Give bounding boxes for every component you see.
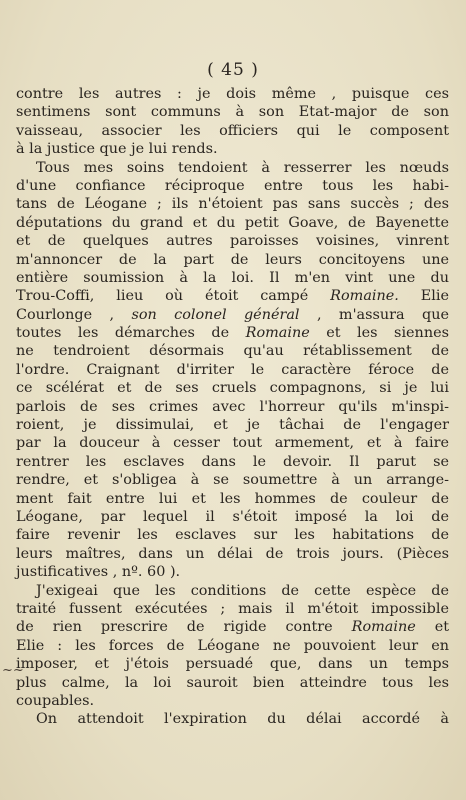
text-segment: sentimens sont communs à son Etat-major de son [16,104,449,121]
text-line [16,361,449,379]
text-segment: faire revenir les esclaves sur les habitations de [16,527,449,544]
text-line [16,526,449,544]
text-line [16,545,449,563]
text-segment: et de quelques autres paroisses voisines, vinrent [16,233,449,250]
text-line [16,453,449,471]
text-segment: tans de Léogane ; ils n'étoient pas sans succès ; des [16,196,449,213]
page-number: ( 45 ) [207,60,259,80]
text-line [16,159,449,177]
text-line [16,177,449,195]
text-segment: à la justice que je lui rends. [16,141,218,158]
text-segment: toutes les démarches de [16,325,246,342]
text-line [16,490,449,508]
text-line [16,232,449,250]
text-segment: entière soumission à la loi. Il m'en vint une du [16,269,449,286]
text-line [16,103,449,121]
text-line [16,379,449,397]
text-segment: l'ordre. Craignant d'irriter le caractère féroce de [16,361,449,378]
text-line [16,600,449,618]
italic-text: Romaine [245,325,310,342]
text-segment: par la douceur à cesser tout armement, et à faire [16,435,449,452]
text-line [16,342,449,360]
text-segment: m'annoncer de la part de leurs concitoyens une [16,251,449,268]
text-line [16,122,449,140]
text-segment: vaisseau, associer les officiers qui le composent [16,122,449,139]
text-line [16,674,449,692]
text-segment: et [415,619,450,636]
text-segment: Trou-Coffi, lieu où étoit campé [16,288,331,305]
text-segment: , m'assura que [299,306,449,323]
text-segment: rentrer les esclaves dans le devoir. Il parut se [16,453,449,470]
text-segment: Courlonge , [16,306,132,323]
text-line [16,416,449,434]
body-text [16,85,449,729]
text-line [16,582,449,600]
text-line [16,563,449,581]
italic-text: Romaine. [330,288,399,305]
pencil-mark: ~~ [2,663,24,678]
text-segment: Elie : les forces de Léogane ne pouvoient leur en [16,637,449,654]
text-segment: J'exigeai que les conditions de cette espèce de [36,582,449,599]
text-line [16,287,449,305]
text-segment: et les siennes [309,325,449,342]
text-segment: d'une confiance réciproque entre tous les habi- [16,177,449,194]
text-line [16,140,449,158]
text-segment: plus calme, la loi sauroit bien atteindre tous les [16,674,449,691]
text-line [16,214,449,232]
text-line [16,618,449,636]
text-line [16,85,449,103]
text-line [16,324,449,342]
text-line [16,471,449,489]
text-segment: On attendoit l'expiration du délai accordé à [36,711,449,728]
text-line [16,195,449,213]
text-segment: Elie [398,288,449,305]
text-line [16,434,449,452]
text-segment: imposer, et j'étois persuadé que, dans un temps [16,656,449,673]
text-line [16,251,449,269]
text-segment: députations du grand et du petit Goave, de Bayenette [16,214,449,231]
text-line [16,269,449,287]
text-segment: parlois de ses crimes avec l'horreur qu'ils m'inspi- [16,398,449,415]
text-line [16,692,449,710]
text-line [16,710,449,728]
text-segment: coupables. [16,692,95,709]
italic-text: son colonel général [131,306,300,323]
text-segment: roient, je dissimulai, et je tâchai de l'engager [16,417,449,434]
text-segment: leurs maîtres, dans un délai de trois jours. (Pièces [16,545,449,562]
text-segment: traité fussent exécutées ; mais il m'étoit impossible [16,600,449,617]
text-segment: de rien prescrire de rigide contre [16,619,352,636]
text-segment: ment fait entre lui et les hommes de couleur de [16,490,449,507]
text-line [16,508,449,526]
text-segment: ce scélérat et de ses cruels compagnons, si je lui [16,380,449,397]
text-segment: rendre, et s'obligea à se soumettre à un arrange- [16,472,449,489]
italic-text: Romaine [351,619,416,636]
text-segment: ne tendroient désormais qu'au rétablissement de [16,343,449,360]
text-line [16,306,449,324]
text-segment: Tous mes soins tendoient à resserrer les nœuds [36,159,449,176]
text-segment: Léogane, par lequel il s'étoit imposé la loi de [16,508,449,525]
text-line [16,655,449,673]
text-line [16,637,449,655]
text-segment: contre les autres : je dois même , puisque ces [16,86,449,102]
text-line [16,398,449,416]
text-segment: justificatives , nº. 60 ). [16,564,181,581]
